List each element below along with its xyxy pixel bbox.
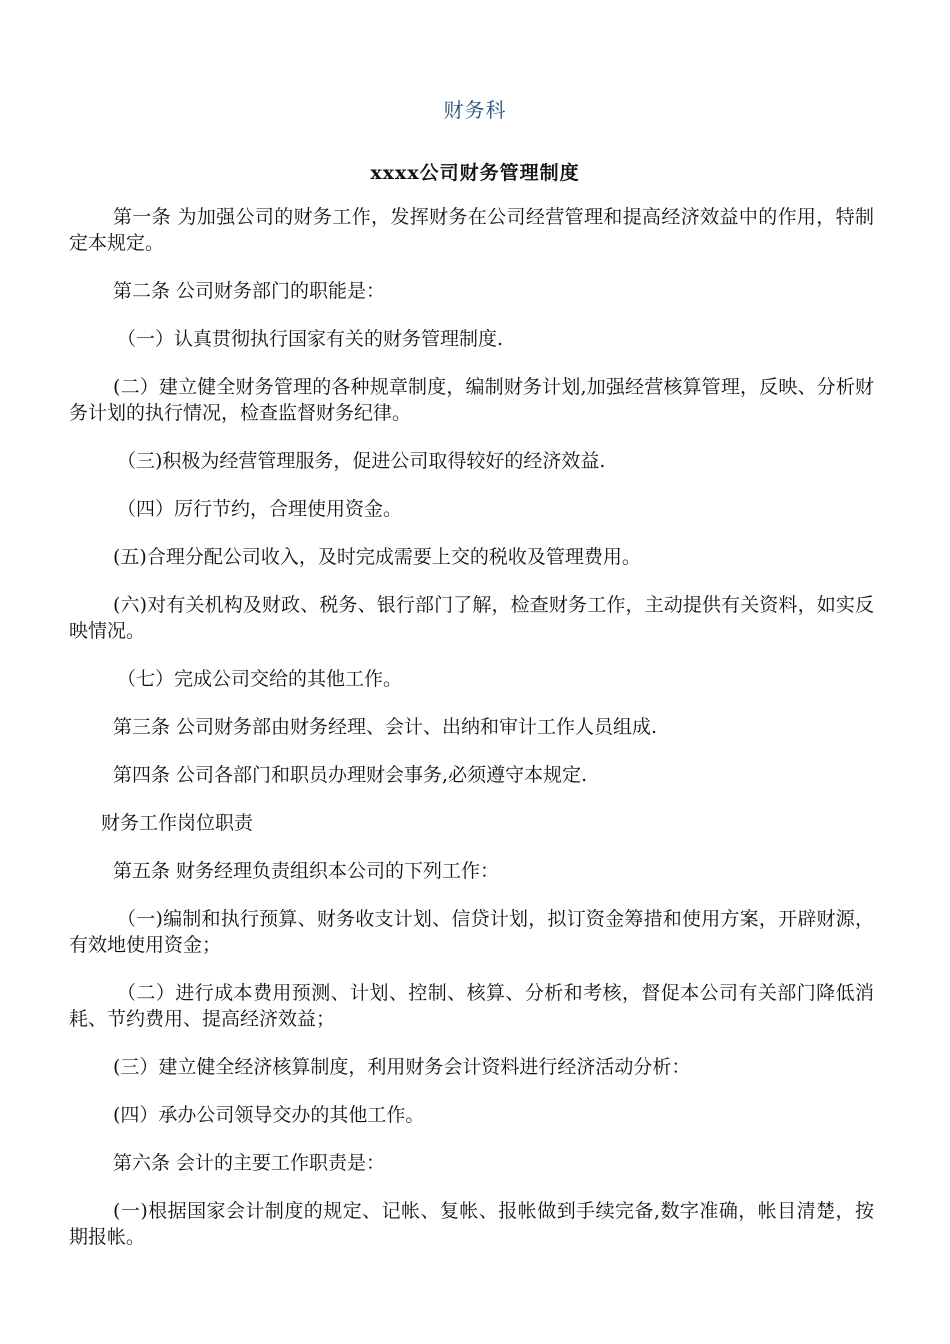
paragraph-item: (二）建立健全财务管理的各种规章制度，编制财务计划,加强经营核算管理，反映、分析财务计划的执行情况，检查监督财务纪律。 bbox=[69, 376, 874, 424]
paragraph-article-1: 第一条 为加强公司的财务工作，发挥财务在公司经营管理和提高经济效益中的作用，特制定本规定。 bbox=[69, 206, 874, 254]
paragraph-item: （四）厉行节约，合理使用资金。 bbox=[117, 498, 403, 520]
paragraph-item: （七）完成公司交给的其他工作。 bbox=[117, 668, 403, 690]
paragraph-item: （三)积极为经营管理服务，促进公司取得较好的经济效益. bbox=[117, 450, 606, 472]
paragraph-item: （一)编制和执行预算、财务收支计划、信贷计划，拟订资金筹措和使用方案，开辟财源，有效地使用资金； bbox=[69, 908, 874, 956]
paragraph-item: (三）建立健全经济核算制度，利用财务会计资料进行经济活动分析： bbox=[113, 1056, 691, 1078]
paragraph-item: (四）承办公司领导交办的其他工作。 bbox=[113, 1104, 425, 1126]
page-header: 财务科 bbox=[443, 98, 507, 122]
paragraph-article-5: 第五条 财务经理负责组织本公司的下列工作： bbox=[113, 860, 500, 882]
paragraph-article-3: 第三条 公司财务部由财务经理、会计、出纳和审计工作人员组成. bbox=[113, 716, 658, 738]
paragraph-item: （一）认真贯彻执行国家有关的财务管理制度. bbox=[117, 328, 504, 350]
paragraph-article-4: 第四条 公司各部门和职员办理财会事务,必须遵守本规定. bbox=[113, 764, 588, 786]
paragraph-item: (六)对有关机构及财政、税务、银行部门了解，检查财务工作，主动提供有关资料，如实反映情况。 bbox=[69, 594, 874, 642]
paragraph-item: (五)合理分配公司收入，及时完成需要上交的税收及管理费用。 bbox=[113, 546, 641, 568]
paragraph-item: (一)根据国家会计制度的规定、记帐、复帐、报帐做到手续完备,数字准确，帐目清楚，按期报帐。 bbox=[69, 1200, 874, 1248]
section-heading: 财务工作岗位职责 bbox=[101, 812, 254, 834]
paragraph-item: （二）进行成本费用预测、计划、控制、核算、分析和考核，督促本公司有关部门降低消耗、节约费用、提高经济效益； bbox=[69, 982, 874, 1030]
paragraph-article-2: 第二条 公司财务部门的职能是： bbox=[113, 280, 386, 302]
document-title: xxxx公司财务管理制度 bbox=[370, 162, 580, 184]
document-body bbox=[69, 204, 874, 1272]
paragraph-article-6: 第六条 会计的主要工作职责是： bbox=[113, 1152, 386, 1174]
